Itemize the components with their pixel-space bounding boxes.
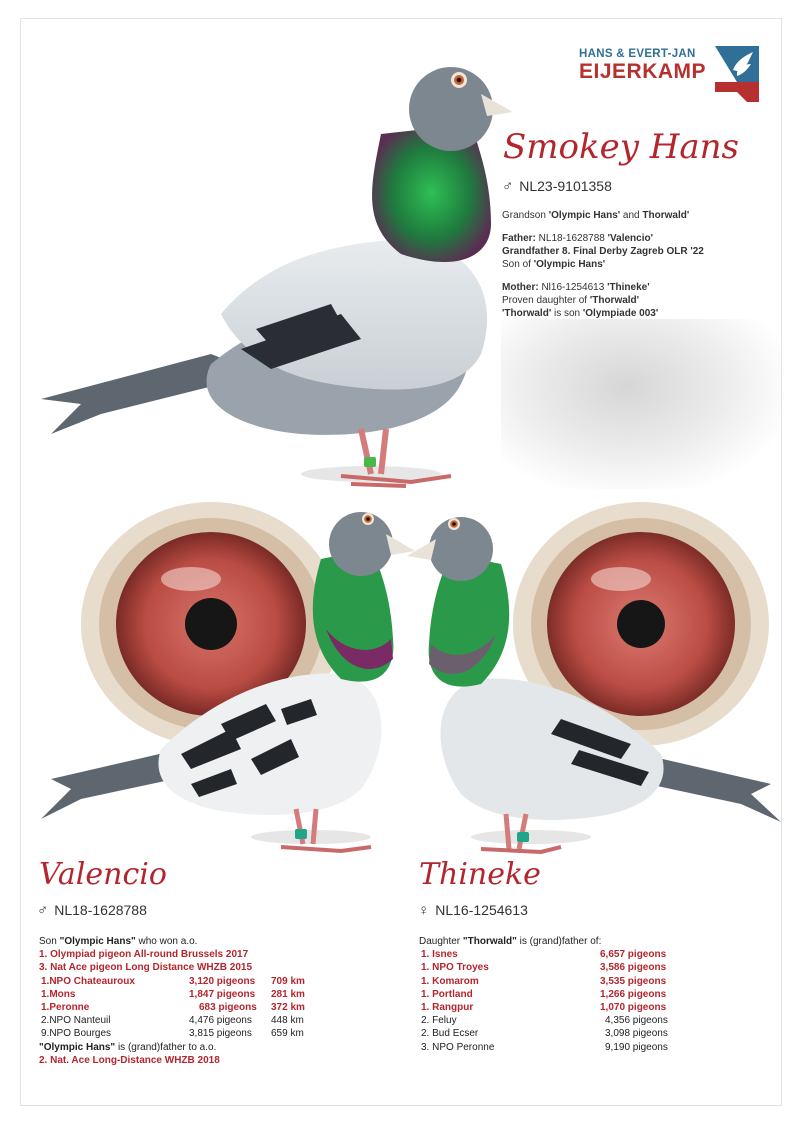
thineke-intro: Daughter [419,936,463,947]
valencio-result-row: 1.NPO Chateauroux 3,120 pigeons 709 km [41,975,305,987]
valencio-outro: is (grand)father to a.o. [115,1041,217,1053]
valencio-intro: Son [39,936,60,947]
background-shadow [501,319,781,489]
thorwald-name: 'Thorwald' [502,308,552,319]
valencio-pigeon-illustration [41,499,401,859]
thineke-result-row: 1. Rangpur 1,070 pigeons [421,1001,667,1013]
thineke-result-row: 2. Bud Ecser 3,098 pigeons [421,1028,668,1040]
thineke-pigeon-illustration [421,504,781,864]
main-bird-ring-line [502,178,612,195]
thineke-ring-line [418,902,528,919]
father-name: 'Valencio' [607,233,653,244]
valencio-ring: NL18-1628788 [54,902,147,918]
father-son-of: Son of [502,259,534,270]
thorwald-is-son: is son [551,308,583,319]
valencio-results [39,935,339,1067]
main-bird-pedigree [502,209,772,330]
mother-sire: 'Thorwald' [589,295,640,306]
father-achievement: Grandfather 8. Final Derby Zagreb OLR '22 [502,246,704,257]
thineke-result-row: 1. NPO Troyes 3,586 pigeons [421,962,667,974]
father-sire: 'Olympic Hans' [533,259,606,270]
valencio-outro-sire: "Olympic Hans" [39,1041,116,1053]
thineke-result-row: 1. Portland 1,266 pigeons [421,988,667,1000]
mother-name: 'Thineke' [607,282,650,293]
thineke-results [419,935,719,1054]
valencio-result-row: 1.Mons 1,847 pigeons 281 km [41,988,305,1000]
mother-label: Mother: [502,282,539,293]
eijerkamp-logo [579,42,779,104]
valencio-highlight-2: 3. Nat Ace pigeon Long Distance WHZB 2015 [39,962,253,974]
brochure-page [20,18,782,1106]
father-label: Father: [502,233,536,244]
mother-proven-daughter: Proven daughter of [502,295,590,306]
main-pigeon-illustration [41,54,514,494]
thineke-name: Thineke [419,857,541,892]
logo-name: EIJERKAMP [579,60,707,83]
valencio-result-row: 9.NPO Bourges 3,815 pigeons 659 km [41,1028,304,1040]
thineke-intro-end: is (grand)father of: [516,936,602,947]
valencio-highlight-1: 1. Olympiad pigeon All-round Brussels 2017 [39,949,249,961]
grandson-thorwald: Thorwald' [642,210,690,221]
mother-ring: Nl16-1254613 [538,282,608,293]
valencio-intro-sire: "Olympic Hans" [59,936,136,947]
father-ring: NL18-1628788 [535,233,608,244]
thineke-result-row: 1. Komarom 3,535 pigeons [421,975,667,987]
grandson-text: Grandson [502,210,549,221]
grandson-olympic-hans: 'Olympic Hans' [548,210,621,221]
valencio-intro-end: who won a.o. [135,936,198,947]
thineke-ring: NL16-1254613 [435,902,528,918]
thineke-result-row: 1. Isnes 6,657 pigeons [421,949,667,961]
thineke-result-row: 2. Feluy 4,356 pigeons [421,1015,668,1027]
main-bird-ring: NL23-9101358 [519,178,612,194]
valencio-result-row: 2.NPO Nanteuil 4,476 pigeons 448 km [41,1015,304,1027]
male-symbol-icon: ♂ [37,902,49,919]
main-bird-name: Smokey Hans [503,127,740,167]
dove-logo-icon [707,42,767,104]
grandson-and: and [620,210,643,221]
valencio-result-row: 1.Peronne 683 pigeons 372 km [41,1001,305,1013]
logo-top-line: HANS & EVERT-JAN [579,48,696,60]
thineke-result-row: 3. NPO Peronne 9,190 pigeons [421,1041,668,1053]
valencio-outro-highlight: 2. Nat. Ace Long-Distance WHZB 2018 [39,1054,220,1066]
female-symbol-icon: ♀ [418,902,430,919]
thorwald-sire: 'Olympiade 003' [582,308,659,319]
valencio-ring-line [37,902,147,919]
male-symbol-icon: ♂ [502,178,514,195]
thineke-intro-sire: "Thorwald" [462,936,517,947]
valencio-name: Valencio [39,857,167,892]
